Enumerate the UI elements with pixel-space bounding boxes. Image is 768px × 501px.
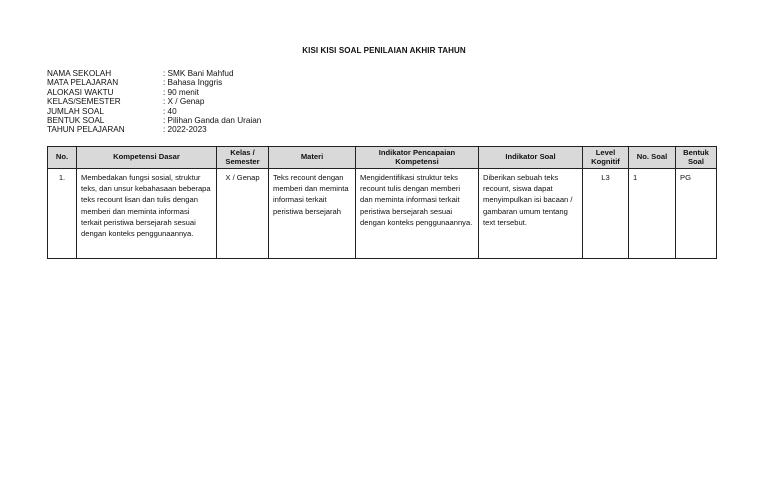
school-info [47, 69, 261, 135]
meta-label: TAHUN PELAJARAN [47, 125, 125, 135]
meta-label: MATA PELAJARAN [47, 78, 119, 88]
meta-row-school-name [47, 69, 261, 78]
header-achievement-indicator: Indikator Pencapaian Kompetensi [356, 147, 479, 169]
meta-value: : Bahasa Inggris [163, 78, 223, 88]
header-question-form: Bentuk Soal [676, 147, 717, 169]
meta-value: : 90 menit [163, 87, 199, 97]
cell-no: 1. [48, 169, 77, 259]
meta-row-subject [47, 78, 261, 87]
cell-basic-competence: Membedakan fungsi sosial, struktur teks, dan unsur kebahasaan beberapa teks recount lisan dan tulis dengan memberi dan meminta informasi terkait peristiwa bersejarah sesuai dengan konteks penggunaannya. [77, 169, 217, 259]
meta-value: : 2022-2023 [163, 125, 207, 135]
meta-label: NAMA SEKOLAH [47, 69, 112, 78]
meta-label: ALOKASI WAKTU [47, 87, 114, 97]
cell-question-form: PG [676, 169, 717, 259]
cell-question-number: 1 [629, 169, 676, 259]
meta-row-time-allocation [47, 88, 261, 97]
meta-row-question-type [47, 116, 261, 125]
question-grid-table [47, 146, 717, 259]
meta-value: : Pilihan Ganda dan Uraian [163, 115, 262, 125]
meta-row-academic-year [47, 125, 261, 134]
header-no: No. [48, 147, 77, 169]
cell-achievement-indicator: Mengidentifikasi struktur teks recount tulis dengan memberi dan meminta informasi terkait peristiwa bersejarah sesuai dengan konteks penggunaannya. [356, 169, 479, 259]
meta-label: BENTUK SOAL [47, 115, 105, 125]
cell-cognitive-level: L3 [583, 169, 629, 259]
meta-label: JUMLAH SOAL [47, 106, 104, 116]
document-title: KISI KISI SOAL PENILAIAN AKHIR TAHUN [302, 46, 466, 55]
meta-label: KELAS/SEMESTER [47, 97, 121, 107]
meta-value: : X / Genap [163, 97, 205, 107]
header-question-number: No. Soal [629, 147, 676, 169]
meta-value: : 40 [163, 106, 177, 116]
cell-question-indicator: Diberikan sebuah teks recount, siswa dapat menyimpulkan isi bacaan / gambaran umum tentang text tersebut. [479, 169, 583, 259]
cell-class-semester: X / Genap [217, 169, 269, 259]
meta-row-class-semester [47, 97, 261, 106]
header-cognitive-level: Level Kognitif [583, 147, 629, 169]
header-material: Materi [269, 147, 356, 169]
header-class-semester: Kelas / Semester [217, 147, 269, 169]
header-question-indicator: Indikator Soal [479, 147, 583, 169]
cell-material: Teks recount dengan memberi dan meminta informasi terkait peristiwa bersejarah [269, 169, 356, 259]
table-header-row [48, 147, 717, 169]
meta-value: : SMK Bani Mahfud [163, 69, 234, 78]
meta-row-question-count [47, 107, 261, 116]
header-basic-competence: Kompetensi Dasar [77, 147, 217, 169]
table-row [48, 169, 717, 259]
